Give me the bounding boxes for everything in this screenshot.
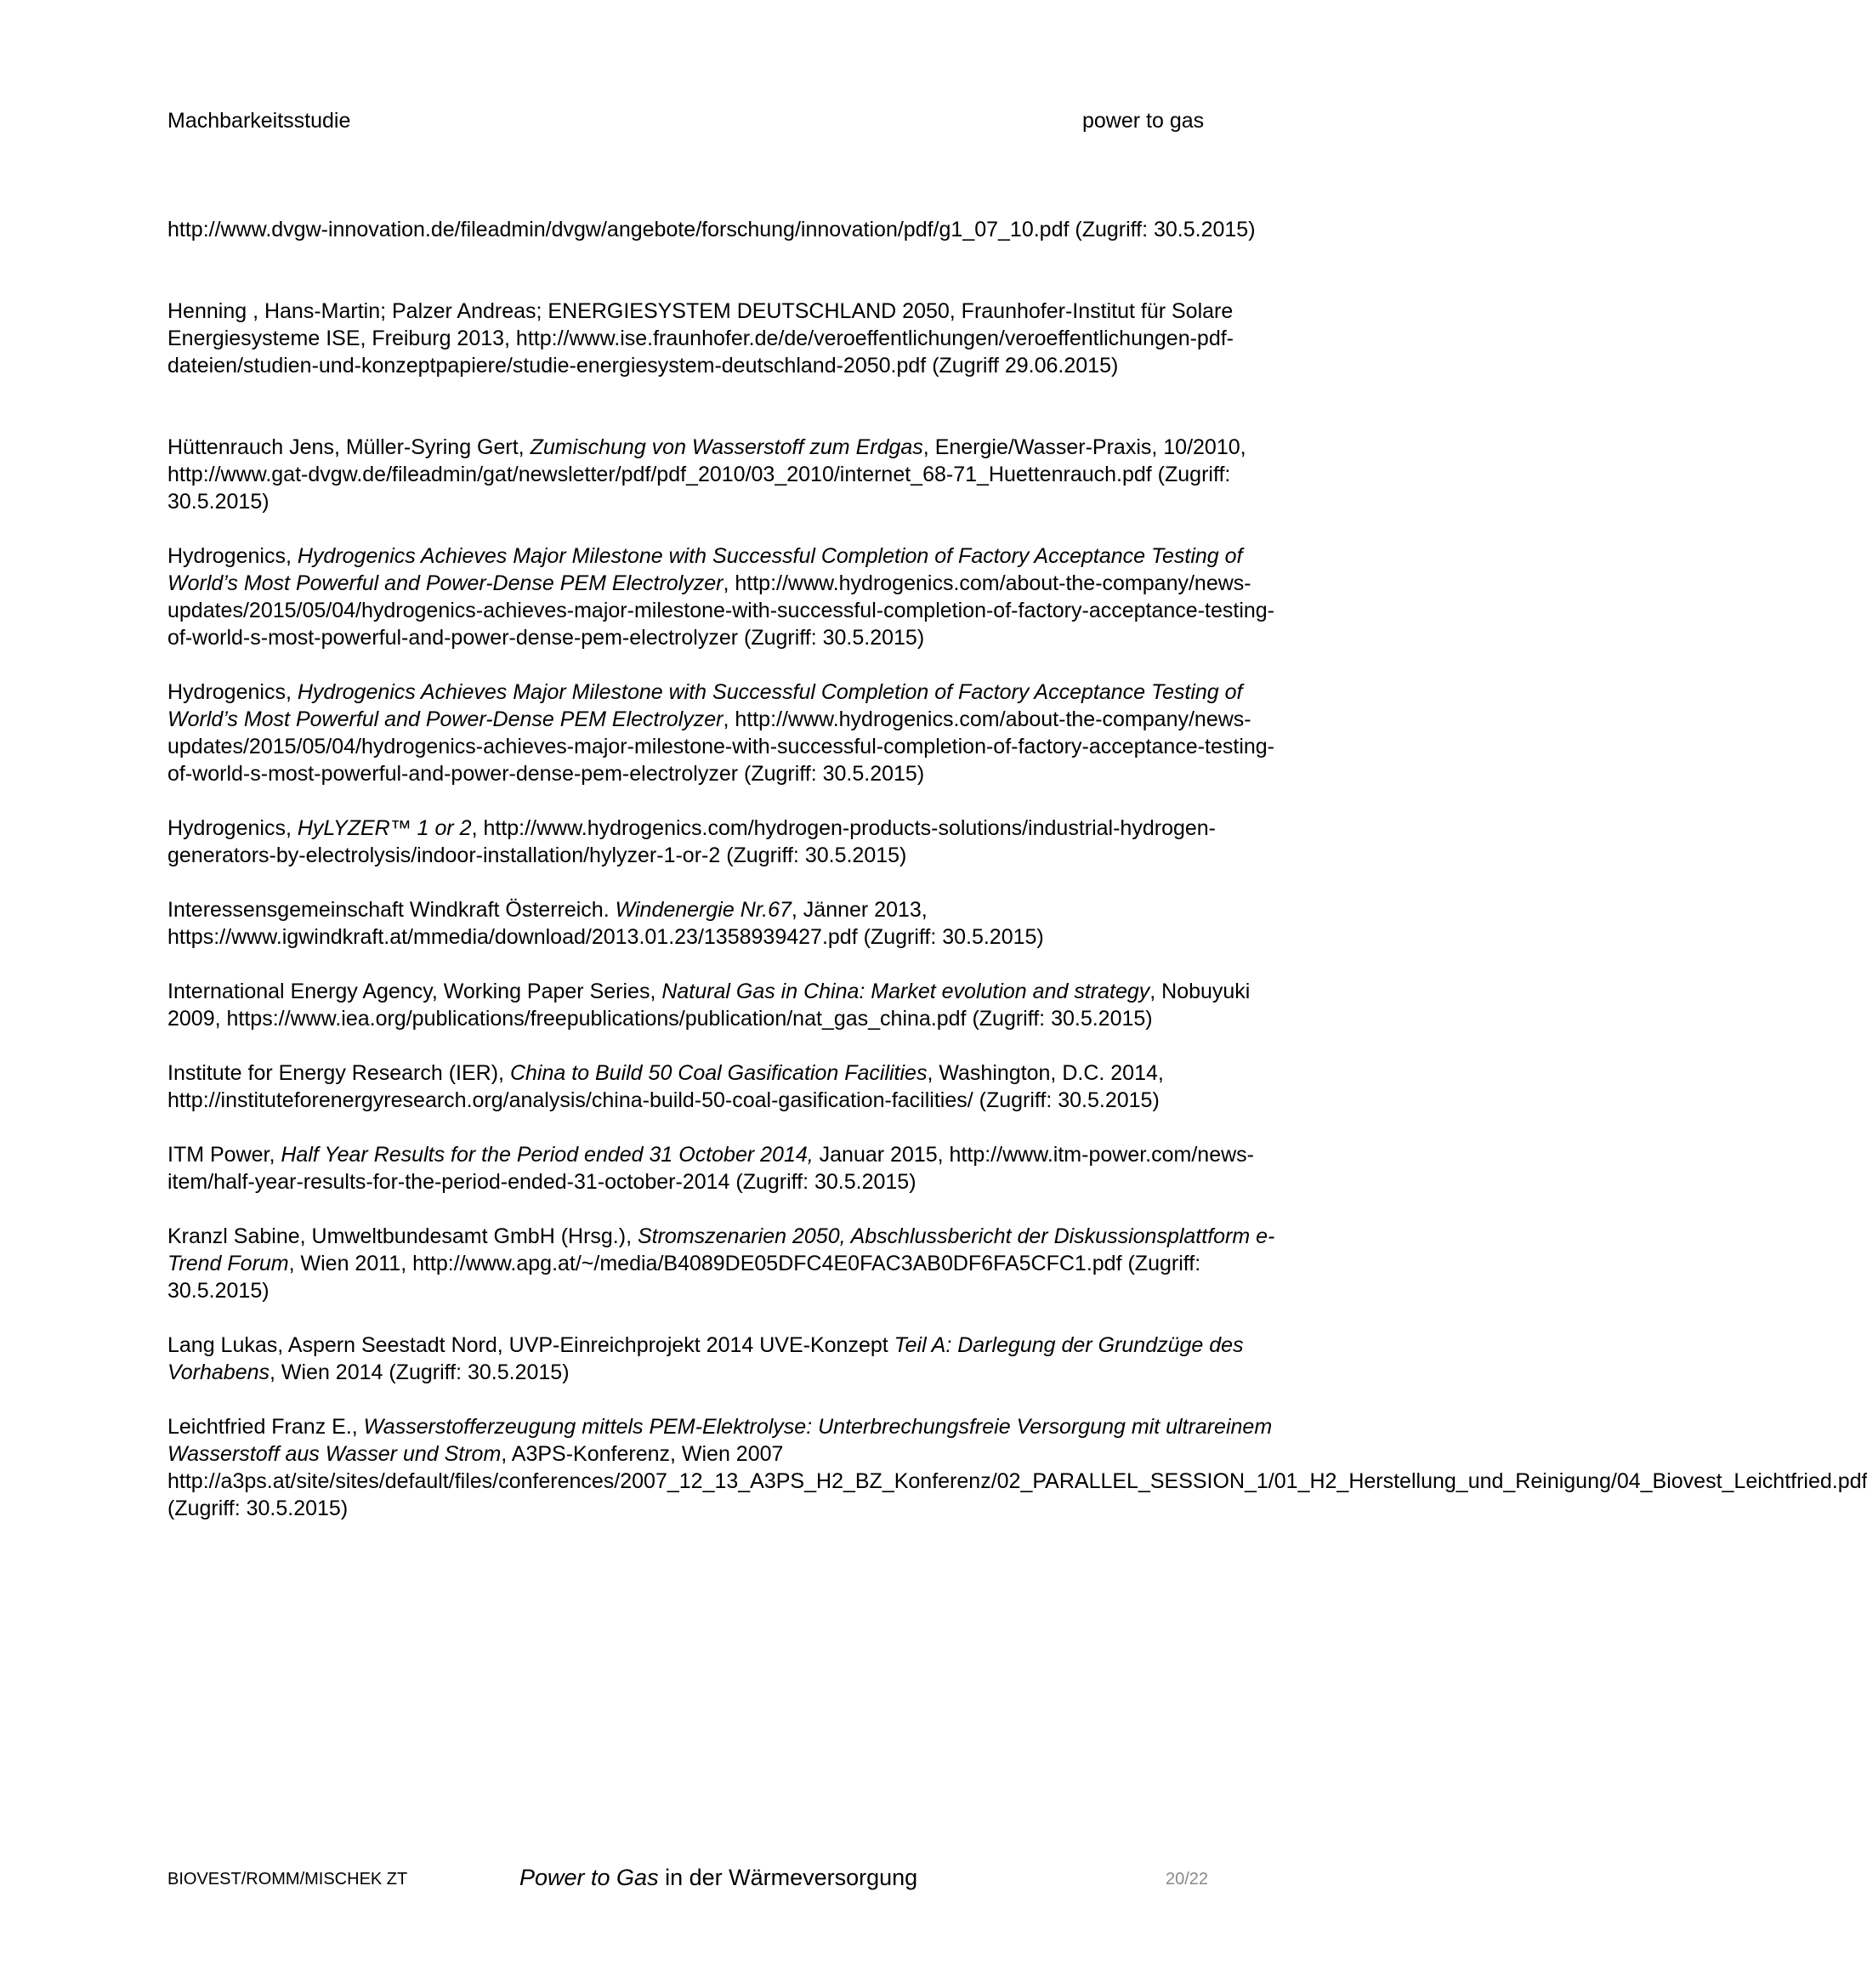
reference-text: Kranzl Sabine, Umweltbundesamt GmbH (Hrsg.), bbox=[167, 1224, 638, 1248]
reference-entry bbox=[167, 542, 1290, 651]
reference-title: Wasserstofferzeugung mittels PEM-Elektrolyse: Unterbrechungsfreie Versorgung mit ultrareinem Wasserstoff aus Wasser und Strom bbox=[167, 1415, 1273, 1466]
footer-authors: BIOVEST/ROMM/MISCHEK ZT bbox=[167, 1870, 408, 1889]
reference-text: International Energy Agency, Working Paper Series, bbox=[167, 980, 662, 1003]
reference-details: , http://www.hydrogenics.com/about-the-company/news-updates/2015/05/04/hydrogenics-achieves-major-milestone-with-successful-completion-of-factory-acceptance-testing-of-world-s-most-powerful-and-power-dense-pem-electrolyzer (Zugriff: 30.5.2015) bbox=[167, 707, 1275, 786]
footer-document-title bbox=[519, 1865, 917, 1891]
reference-title: Teil A: Darlegung der Grundzüge des Vorhabens bbox=[167, 1333, 1244, 1384]
reference-text: Hydrogenics, bbox=[167, 544, 298, 568]
reference-entry bbox=[167, 1223, 1290, 1304]
footer-title-italic: Power to Gas bbox=[519, 1865, 659, 1890]
reference-title: Hydrogenics Achieves Major Milestone with Successful Completion of Factory Acceptance Testing of World’s Most Powerful and Power-Dense PEM Electrolyzer bbox=[167, 544, 1243, 595]
reference-text: Interessensgemeinschaft Windkraft Österreich. bbox=[167, 898, 616, 922]
reference-entry bbox=[167, 1413, 1867, 1522]
page-number: 20/22 bbox=[1166, 1870, 1209, 1889]
reference-text: Institute for Energy Research (IER), bbox=[167, 1061, 510, 1085]
reference-entry bbox=[167, 298, 1290, 379]
reference-text: Hydrogenics, bbox=[167, 680, 298, 704]
reference-entry bbox=[167, 434, 1290, 515]
reference-details: Januar 2015, http://www.itm-power.com/news-item/half-year-results-for-the-period-ended-31-october-2014 (Zugriff: 30.5.2015) bbox=[167, 1143, 1254, 1194]
reference-entry bbox=[167, 216, 1290, 243]
reference-text: Hydrogenics, bbox=[167, 816, 298, 840]
reference-details: , http://www.hydrogenics.com/about-the-company/news-updates/2015/05/04/hydrogenics-achieves-major-milestone-with-successful-completion-of-factory-acceptance-testing-of-world-s-most-powerful-and-power-dense-pem-electrolyzer (Zugriff: 30.5.2015) bbox=[167, 571, 1275, 650]
reference-entry bbox=[167, 896, 1290, 951]
reference-text: Hüttenrauch Jens, Müller-Syring Gert, bbox=[167, 435, 531, 459]
reference-entry bbox=[167, 978, 1290, 1032]
reference-title: China to Build 50 Coal Gasification Facilities bbox=[509, 1061, 928, 1085]
reference-entry bbox=[167, 679, 1290, 787]
reference-title: HyLYZER™ 1 or 2 bbox=[297, 816, 472, 840]
reference-details: , Washington, D.C. 2014, http://instituteforenergyresearch.org/analysis/china-build-50-coal-gasification-facilities/ (Zugriff: 30.5.2015) bbox=[167, 1061, 1164, 1112]
reference-details: , Wien 2011, http://www.apg.at/~/media/B4089DE05DFC4E0FAC3AB0DF6FA5CFC1.pdf (Zugriff: 30.5.2015) bbox=[167, 1252, 1201, 1303]
reference-list bbox=[167, 216, 1867, 1522]
reference-text: ITM Power, bbox=[167, 1143, 281, 1167]
reference-entry bbox=[167, 1141, 1290, 1196]
reference-details: , Jänner 2013, https://www.igwindkraft.at/mmedia/download/2013.01.23/1358939427.pdf (Zugriff: 30.5.2015) bbox=[167, 898, 1044, 949]
reference-details: , http://www.hydrogenics.com/hydrogen-products-solutions/industrial-hydrogen-generators-by-electrolysis/indoor-installation/hylyzer-1-or-2 (Zugriff: 30.5.2015) bbox=[167, 816, 1217, 867]
reference-details: , Wien 2014 (Zugriff: 30.5.2015) bbox=[270, 1360, 570, 1384]
header-title: Machbarkeitsstudie bbox=[167, 109, 351, 133]
reference-title: Windenergie Nr.67 bbox=[615, 898, 792, 922]
reference-title: Zumischung von Wasserstoff zum Erdgas bbox=[530, 435, 923, 459]
header-subject: power to gas bbox=[1082, 109, 1205, 133]
reference-details: , Nobuyuki 2009, https://www.iea.org/publications/freepublications/publication/nat_gas_china.pdf (Zugriff: 30.5.2015) bbox=[167, 980, 1251, 1031]
reference-details: , A3PS-Konferenz, Wien 2007 http://a3ps.at/site/sites/default/files/conferences/2007_12_13_A3PS_H2_BZ_Konferenz/02_PARALLEL_SESSION_1/01_H2_Herstellung_und_Reinigung/04_Biovest_Leichtfried.pdf (Zugriff: 30.5.2015) bbox=[167, 1442, 1867, 1520]
reference-text: Henning , Hans-Martin; Palzer Andreas; ENERGIESYSTEM DEUTSCHLAND 2050, Fraunhofer-Institut für Solare Energiesysteme ISE, Freiburg 2013, http://www.ise.fraunhofer.de/de/veroeffentlichungen/veroeffentlichungen-pdf-dateien/studien-und-konzeptpapiere/studie-energiesystem-deutschland-2050.pdf (Zugriff 29.06.2015) bbox=[167, 299, 1234, 378]
reference-entry bbox=[167, 1332, 1290, 1386]
reference-entry bbox=[167, 1059, 1290, 1114]
reference-text: Lang Lukas, Aspern Seestadt Nord, UVP-Einreichprojekt 2014 UVE-Konzept bbox=[167, 1333, 894, 1357]
reference-text: http://www.dvgw-innovation.de/fileadmin/dvgw/angebote/forschung/innovation/pdf/g1_07_10.pdf (Zugriff: 30.5.2015) bbox=[167, 218, 1256, 241]
reference-title: Hydrogenics Achieves Major Milestone with Successful Completion of Factory Acceptance Testing of World’s Most Powerful and Power-Dense PEM Electrolyzer bbox=[167, 680, 1243, 731]
reference-title: Natural Gas in China: Market evolution and strategy bbox=[661, 980, 1150, 1003]
footer-title-rest: in der Wärmeversorgung bbox=[658, 1865, 918, 1890]
reference-text: Leichtfried Franz E., bbox=[167, 1415, 364, 1439]
reference-entry bbox=[167, 815, 1290, 869]
reference-title: Half Year Results for the Period ended 31 October 2014, bbox=[281, 1143, 814, 1167]
reference-details: , Energie/Wasser-Praxis, 10/2010, http://www.gat-dvgw.de/fileadmin/gat/newsletter/pdf/pdf_2010/03_2010/internet_68-71_Huettenrauch.pdf (Zugriff: 30.5.2015) bbox=[167, 435, 1246, 514]
reference-title: Stromszenarien 2050, Abschlussbericht der Diskussionsplattform e-Trend Forum bbox=[167, 1224, 1275, 1275]
